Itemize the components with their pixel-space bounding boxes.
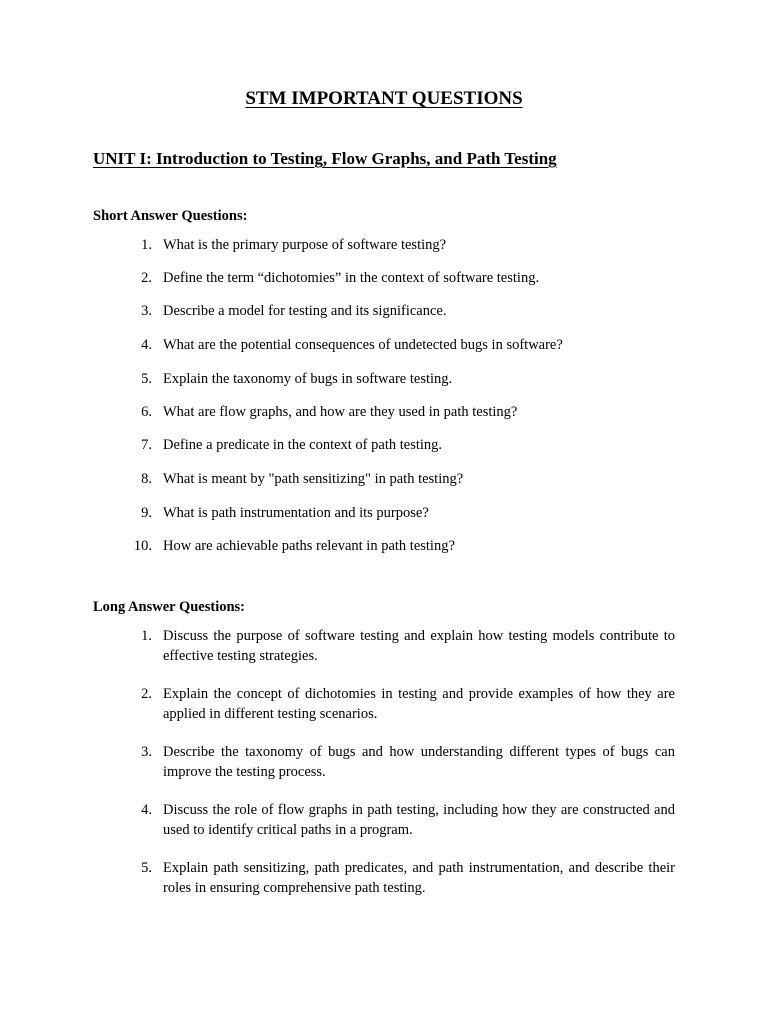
item-text: Describe the taxonomy of bugs and how understanding different types of bugs can improve the testing process. (163, 744, 675, 780)
item-number: 9. (141, 505, 152, 521)
short-answer-heading: Short Answer Questions: (93, 208, 248, 224)
item-text: How are achievable paths relevant in path testing? (163, 538, 455, 554)
item-text: What are the potential consequences of undetected bugs in software? (163, 337, 563, 353)
item-number: 4. (141, 337, 152, 353)
item-number: 5. (141, 371, 152, 387)
item-text: Explain the concept of dichotomies in testing and provide examples of how they are applied in different testing scenarios. (163, 686, 675, 722)
item-text: What is meant by "path sensitizing" in path testing? (163, 471, 464, 487)
item-number: 5. (141, 860, 152, 876)
item-text: Discuss the purpose of software testing and explain how testing models contribute to effective testing strategies. (163, 628, 675, 664)
item-number: 1. (141, 237, 152, 253)
item-text: Define the term “dichotomies” in the context of software testing. (163, 270, 540, 286)
document-title: STM IMPORTANT QUESTIONS (245, 88, 523, 109)
unit-heading: UNIT I: Introduction to Testing, Flow Graphs, and Path Testing (93, 149, 557, 168)
item-number: 7. (141, 437, 152, 453)
item-text: Describe a model for testing and its significance. (163, 303, 447, 319)
item-text: Discuss the role of flow graphs in path testing, including how they are constructed and used to identify critical paths in a program. (163, 802, 675, 838)
item-text: Explain path sensitizing, path predicates, and path instrumentation, and describe their roles in ensuring comprehensive path testing. (163, 860, 675, 896)
long-answer-heading: Long Answer Questions: (93, 599, 246, 615)
item-text: Define a predicate in the context of path testing. (163, 437, 443, 453)
item-number: 3. (141, 303, 152, 319)
item-number: 6. (141, 404, 152, 420)
item-number: 4. (141, 802, 152, 818)
item-text: What is path instrumentation and its purpose? (163, 505, 429, 521)
item-number: 2. (141, 686, 152, 702)
item-number: 3. (141, 744, 152, 760)
item-text: What are flow graphs, and how are they used in path testing? (163, 404, 518, 420)
item-number: 8. (141, 471, 152, 487)
item-number: 10. (133, 538, 152, 554)
item-text: What is the primary purpose of software testing? (163, 237, 447, 253)
item-number: 1. (141, 628, 152, 644)
item-number: 2. (141, 270, 152, 286)
item-text: Explain the taxonomy of bugs in software testing. (163, 371, 453, 387)
